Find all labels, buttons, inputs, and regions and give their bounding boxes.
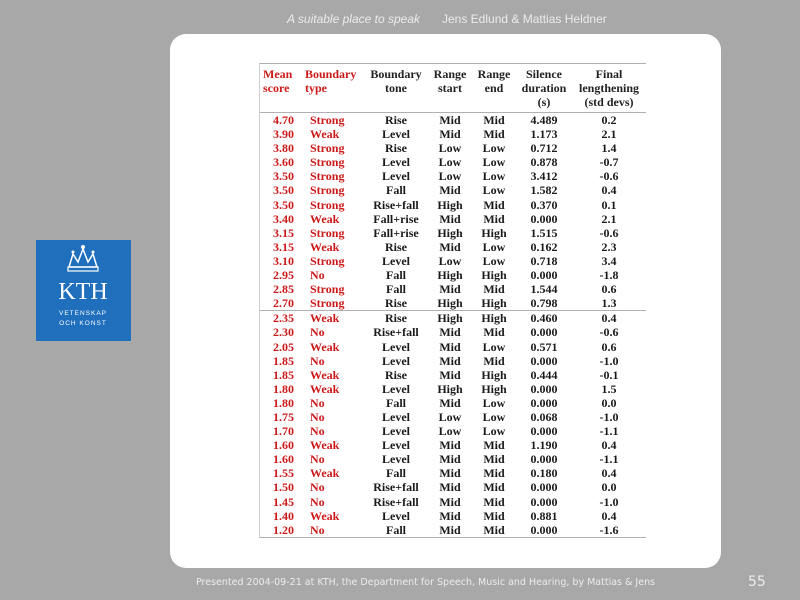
col-header-mean-score: Mean score bbox=[260, 64, 302, 113]
cell-silence-duration: 0.180 bbox=[530, 466, 558, 481]
cell-silence-duration: 0.000 bbox=[530, 424, 558, 439]
cell-mean-score: 2.35 bbox=[273, 311, 294, 326]
cell-mean-score: 2.85 bbox=[273, 282, 294, 297]
cell-final-lengthening: 0.4 bbox=[601, 183, 617, 198]
col-header-final-lengthening: Final lengthening (std devs) bbox=[572, 64, 646, 113]
table-row bbox=[260, 424, 646, 438]
cell-range-start: Mid bbox=[439, 438, 461, 453]
cell-boundary-type: No bbox=[310, 353, 325, 368]
cell-boundary-type: Weak bbox=[310, 508, 340, 523]
cell-silence-duration: 0.000 bbox=[530, 395, 558, 410]
cell-range-end: High bbox=[481, 296, 507, 311]
cell-mean-score: 1.60 bbox=[273, 438, 294, 453]
cell-boundary-tone: Level bbox=[382, 127, 410, 142]
cell-mean-score: 1.80 bbox=[273, 381, 294, 396]
cell-mean-score: 2.30 bbox=[273, 325, 294, 340]
cell-range-end: Mid bbox=[483, 466, 505, 481]
cell-silence-duration: 0.370 bbox=[530, 197, 558, 212]
cell-final-lengthening: -1.1 bbox=[599, 424, 619, 439]
cell-silence-duration: 0.460 bbox=[530, 311, 558, 326]
cell-range-start: Low bbox=[438, 155, 462, 170]
cell-final-lengthening: 3.4 bbox=[601, 253, 617, 268]
cell-boundary-type: No bbox=[310, 452, 325, 467]
table-row bbox=[260, 452, 646, 466]
cell-range-start: Low bbox=[438, 253, 462, 268]
cell-silence-duration: 0.000 bbox=[530, 522, 558, 537]
cell-mean-score: 1.85 bbox=[273, 367, 294, 382]
cell-range-start: Mid bbox=[439, 522, 461, 537]
cell-final-lengthening: -0.6 bbox=[599, 325, 619, 340]
cell-range-end: High bbox=[481, 311, 507, 326]
cell-boundary-tone: Level bbox=[382, 438, 410, 453]
col-header-silence-duration: Silence duration (s) bbox=[516, 64, 572, 113]
cell-boundary-type: Weak bbox=[310, 367, 340, 382]
cell-boundary-type: Weak bbox=[310, 239, 340, 254]
cell-boundary-type: No bbox=[310, 522, 325, 537]
cell-mean-score: 3.60 bbox=[273, 155, 294, 170]
cell-boundary-type: Strong bbox=[310, 253, 345, 268]
cell-boundary-tone: Rise bbox=[385, 141, 407, 156]
table-row bbox=[260, 354, 646, 368]
cell-silence-duration: 0.881 bbox=[530, 508, 558, 523]
table-row bbox=[260, 296, 646, 311]
table-row bbox=[260, 495, 646, 509]
cell-range-start: High bbox=[437, 225, 463, 240]
cell-final-lengthening: 0.4 bbox=[601, 466, 617, 481]
cell-mean-score: 3.50 bbox=[273, 197, 294, 212]
cell-range-start: Mid bbox=[439, 353, 461, 368]
cell-range-end: Low bbox=[482, 183, 506, 198]
cell-range-end: High bbox=[481, 268, 507, 283]
cell-boundary-type: No bbox=[310, 480, 325, 495]
cell-range-end: Mid bbox=[483, 480, 505, 495]
cell-silence-duration: 0.000 bbox=[530, 268, 558, 283]
table-row bbox=[260, 523, 646, 537]
cell-mean-score: 1.50 bbox=[273, 480, 294, 495]
cell-boundary-type: Weak bbox=[310, 381, 340, 396]
cell-range-end: Low bbox=[482, 169, 506, 184]
cell-boundary-tone: Fall bbox=[386, 183, 406, 198]
cell-boundary-tone: Level bbox=[382, 409, 410, 424]
cell-range-start: High bbox=[437, 381, 463, 396]
logo-text: KTH bbox=[58, 279, 108, 305]
cell-mean-score: 1.85 bbox=[273, 353, 294, 368]
cell-mean-score: 1.80 bbox=[273, 395, 294, 410]
results-table bbox=[259, 63, 646, 538]
table-row bbox=[260, 438, 646, 452]
cell-boundary-type: Strong bbox=[310, 296, 345, 311]
page-number: 55 bbox=[748, 574, 766, 590]
cell-boundary-type: Weak bbox=[310, 339, 340, 354]
cell-boundary-type: No bbox=[310, 325, 325, 340]
col-header-range-start: Range start bbox=[428, 64, 472, 113]
cell-final-lengthening: 0.0 bbox=[601, 395, 617, 410]
cell-silence-duration: 0.068 bbox=[530, 409, 558, 424]
cell-range-end: Mid bbox=[483, 452, 505, 467]
cell-silence-duration: 3.412 bbox=[530, 169, 558, 184]
table-row bbox=[260, 340, 646, 354]
cell-mean-score: 3.15 bbox=[273, 239, 294, 254]
cell-range-end: Low bbox=[482, 409, 506, 424]
cell-mean-score: 3.15 bbox=[273, 225, 294, 240]
cell-range-end: Low bbox=[482, 155, 506, 170]
cell-mean-score: 2.05 bbox=[273, 339, 294, 354]
cell-silence-duration: 1.582 bbox=[530, 183, 558, 198]
cell-silence-duration: 1.190 bbox=[530, 438, 558, 453]
col-header-boundary-type: Boundary type bbox=[302, 64, 364, 113]
cell-silence-duration: 1.515 bbox=[530, 225, 558, 240]
cell-mean-score: 2.95 bbox=[273, 268, 294, 283]
cell-mean-score: 1.45 bbox=[273, 494, 294, 509]
cell-silence-duration: 0.000 bbox=[530, 480, 558, 495]
cell-silence-duration: 1.544 bbox=[530, 282, 558, 297]
cell-boundary-tone: Rise+fall bbox=[373, 494, 419, 509]
cell-range-start: Mid bbox=[439, 113, 461, 127]
cell-boundary-tone: Fall bbox=[386, 522, 406, 537]
cell-range-start: Mid bbox=[439, 339, 461, 354]
cell-range-start: Mid bbox=[439, 325, 461, 340]
cell-boundary-tone: Fall+rise bbox=[373, 211, 419, 226]
logo-subtext-2: OCH KONST bbox=[59, 320, 107, 327]
table-row bbox=[260, 169, 646, 183]
cell-range-start: Mid bbox=[439, 239, 461, 254]
cell-boundary-type: Strong bbox=[310, 282, 345, 297]
cell-range-start: High bbox=[437, 268, 463, 283]
table-header-row bbox=[260, 64, 646, 113]
cell-final-lengthening: -1.0 bbox=[599, 353, 619, 368]
cell-range-end: Low bbox=[482, 424, 506, 439]
cell-mean-score: 1.60 bbox=[273, 452, 294, 467]
cell-final-lengthening: 1.4 bbox=[601, 141, 617, 156]
cell-silence-duration: 0.000 bbox=[530, 211, 558, 226]
cell-boundary-type: Strong bbox=[310, 169, 345, 184]
cell-silence-duration: 0.712 bbox=[530, 141, 558, 156]
cell-range-end: Mid bbox=[483, 522, 505, 537]
cell-range-end: Low bbox=[482, 253, 506, 268]
cell-range-start: High bbox=[437, 296, 463, 311]
cell-boundary-type: No bbox=[310, 424, 325, 439]
cell-boundary-tone: Fall bbox=[386, 395, 406, 410]
cell-final-lengthening: -0.1 bbox=[599, 367, 619, 382]
cell-range-start: Low bbox=[438, 141, 462, 156]
cell-boundary-type: Weak bbox=[310, 211, 340, 226]
cell-final-lengthening: -1.0 bbox=[599, 409, 619, 424]
cell-range-start: Mid bbox=[439, 494, 461, 509]
cell-range-end: Low bbox=[482, 395, 506, 410]
cell-final-lengthening: -0.6 bbox=[599, 225, 619, 240]
cell-boundary-tone: Rise+fall bbox=[373, 480, 419, 495]
table-row bbox=[260, 466, 646, 480]
cell-mean-score: 1.55 bbox=[273, 466, 294, 481]
cell-final-lengthening: 0.4 bbox=[601, 508, 617, 523]
table-body bbox=[260, 113, 646, 537]
col-header-boundary-tone: Boundary tone bbox=[364, 64, 428, 113]
cell-boundary-type: Strong bbox=[310, 113, 345, 127]
cell-range-end: Mid bbox=[483, 325, 505, 340]
cell-mean-score: 3.50 bbox=[273, 169, 294, 184]
cell-boundary-tone: Level bbox=[382, 353, 410, 368]
table-row bbox=[260, 382, 646, 396]
table-row bbox=[260, 396, 646, 410]
cell-silence-duration: 0.798 bbox=[530, 296, 558, 311]
cell-range-end: Low bbox=[482, 141, 506, 156]
cell-boundary-tone: Rise bbox=[385, 311, 407, 326]
table-row bbox=[260, 325, 646, 339]
cell-silence-duration: 0.718 bbox=[530, 253, 558, 268]
cell-final-lengthening: 2.1 bbox=[601, 127, 617, 142]
cell-range-start: High bbox=[437, 197, 463, 212]
cell-range-start: Low bbox=[438, 409, 462, 424]
cell-final-lengthening: 0.0 bbox=[601, 480, 617, 495]
cell-range-end: Mid bbox=[483, 197, 505, 212]
cell-mean-score: 3.40 bbox=[273, 211, 294, 226]
cell-range-end: Low bbox=[482, 239, 506, 254]
cell-final-lengthening: -1.8 bbox=[599, 268, 619, 283]
table-row bbox=[260, 509, 646, 523]
table-row bbox=[260, 198, 646, 212]
cell-range-end: Mid bbox=[483, 494, 505, 509]
cell-final-lengthening: -1.6 bbox=[599, 522, 619, 537]
cell-boundary-type: No bbox=[310, 409, 325, 424]
cell-range-end: High bbox=[481, 367, 507, 382]
cell-silence-duration: 0.444 bbox=[530, 367, 558, 382]
cell-range-end: Mid bbox=[483, 211, 505, 226]
cell-boundary-tone: Fall bbox=[386, 268, 406, 283]
cell-range-start: Mid bbox=[439, 480, 461, 495]
cell-boundary-tone: Level bbox=[382, 253, 410, 268]
table-row bbox=[260, 254, 646, 268]
cell-mean-score: 1.75 bbox=[273, 409, 294, 424]
cell-range-start: High bbox=[437, 311, 463, 326]
table-row bbox=[260, 113, 646, 128]
cell-boundary-type: No bbox=[310, 494, 325, 509]
cell-range-start: Mid bbox=[439, 211, 461, 226]
kth-logo bbox=[36, 240, 131, 341]
cell-boundary-type: Strong bbox=[310, 197, 345, 212]
cell-boundary-tone: Rise bbox=[385, 239, 407, 254]
table-row bbox=[260, 282, 646, 296]
cell-range-start: Mid bbox=[439, 127, 461, 142]
cell-range-end: Mid bbox=[483, 282, 505, 297]
cell-boundary-tone: Rise bbox=[385, 367, 407, 382]
cell-range-end: Mid bbox=[483, 353, 505, 368]
table-row bbox=[260, 410, 646, 424]
cell-boundary-type: Strong bbox=[310, 183, 345, 198]
table-row bbox=[260, 212, 646, 226]
cell-mean-score: 3.80 bbox=[273, 141, 294, 156]
cell-mean-score: 4.70 bbox=[273, 113, 294, 127]
cell-boundary-tone: Level bbox=[382, 155, 410, 170]
cell-range-end: Mid bbox=[483, 438, 505, 453]
cell-boundary-tone: Rise bbox=[385, 296, 407, 311]
cell-final-lengthening: 2.1 bbox=[601, 211, 617, 226]
presentation-title: A suitable place to speak bbox=[287, 12, 420, 26]
footer-caption: Presented 2004-09-21 at KTH, the Department for Speech, Music and Hearing, by Mattias & Jens bbox=[196, 577, 656, 588]
cell-final-lengthening: 0.1 bbox=[601, 197, 617, 212]
cell-final-lengthening: 0.2 bbox=[601, 113, 617, 127]
cell-boundary-tone: Fall+rise bbox=[373, 225, 419, 240]
cell-boundary-type: Weak bbox=[310, 466, 340, 481]
cell-range-end: High bbox=[481, 225, 507, 240]
cell-final-lengthening: 0.6 bbox=[601, 282, 617, 297]
cell-final-lengthening: -1.0 bbox=[599, 494, 619, 509]
cell-final-lengthening: -0.7 bbox=[599, 155, 619, 170]
cell-range-start: Mid bbox=[439, 466, 461, 481]
cell-silence-duration: 0.000 bbox=[530, 452, 558, 467]
cell-boundary-tone: Level bbox=[382, 452, 410, 467]
cell-silence-duration: 0.878 bbox=[530, 155, 558, 170]
cell-silence-duration: 0.571 bbox=[530, 339, 558, 354]
cell-boundary-type: Weak bbox=[310, 311, 340, 326]
cell-range-start: Mid bbox=[439, 395, 461, 410]
cell-range-end: Mid bbox=[483, 508, 505, 523]
cell-range-end: Low bbox=[482, 339, 506, 354]
cell-silence-duration: 0.000 bbox=[530, 325, 558, 340]
cell-silence-duration: 0.000 bbox=[530, 381, 558, 396]
cell-range-end: Mid bbox=[483, 127, 505, 142]
cell-boundary-type: Strong bbox=[310, 141, 345, 156]
logo-subtext-1: VETENSKAP bbox=[58, 310, 108, 317]
table-row bbox=[260, 226, 646, 240]
cell-boundary-tone: Rise bbox=[385, 113, 407, 127]
cell-boundary-type: Strong bbox=[310, 155, 345, 170]
cell-boundary-type: Strong bbox=[310, 225, 345, 240]
cell-boundary-tone: Rise+fall bbox=[373, 325, 419, 340]
cell-final-lengthening: 0.4 bbox=[601, 438, 617, 453]
cell-boundary-tone: Rise+fall bbox=[373, 197, 419, 212]
cell-boundary-tone: Fall bbox=[386, 466, 406, 481]
cell-boundary-type: Weak bbox=[310, 438, 340, 453]
cell-range-start: Low bbox=[438, 424, 462, 439]
cell-final-lengthening: 0.4 bbox=[601, 311, 617, 326]
cell-range-start: Mid bbox=[439, 367, 461, 382]
table-row bbox=[260, 240, 646, 254]
cell-boundary-tone: Level bbox=[382, 424, 410, 439]
cell-mean-score: 2.70 bbox=[273, 296, 294, 311]
table-row bbox=[260, 480, 646, 494]
cell-range-start: Mid bbox=[439, 282, 461, 297]
cell-boundary-tone: Level bbox=[382, 381, 410, 396]
table-row bbox=[260, 183, 646, 197]
cell-mean-score: 3.50 bbox=[273, 183, 294, 198]
table-row bbox=[260, 127, 646, 141]
cell-silence-duration: 0.000 bbox=[530, 353, 558, 368]
cell-mean-score: 3.10 bbox=[273, 253, 294, 268]
presentation-authors: Jens Edlund & Mattias Heldner bbox=[442, 12, 607, 26]
cell-final-lengthening: 2.3 bbox=[601, 239, 617, 254]
cell-final-lengthening: -0.6 bbox=[599, 169, 619, 184]
cell-silence-duration: 4.489 bbox=[530, 113, 558, 127]
cell-final-lengthening: 1.5 bbox=[601, 381, 617, 396]
cell-mean-score: 1.70 bbox=[273, 424, 294, 439]
table-row bbox=[260, 268, 646, 282]
col-header-range-end: Range end bbox=[472, 64, 516, 113]
table-row bbox=[260, 155, 646, 169]
cell-boundary-tone: Level bbox=[382, 339, 410, 354]
cell-range-start: Mid bbox=[439, 452, 461, 467]
cell-silence-duration: 1.173 bbox=[530, 127, 558, 142]
kth-crown-icon bbox=[36, 240, 131, 341]
cell-final-lengthening: 0.6 bbox=[601, 339, 617, 354]
cell-range-end: High bbox=[481, 381, 507, 396]
cell-range-end: Mid bbox=[483, 113, 505, 127]
cell-mean-score: 1.20 bbox=[273, 522, 294, 537]
cell-final-lengthening: 1.3 bbox=[601, 296, 617, 311]
cell-boundary-type: Weak bbox=[310, 127, 340, 142]
table-row bbox=[260, 368, 646, 382]
cell-silence-duration: 0.162 bbox=[530, 239, 558, 254]
cell-boundary-tone: Fall bbox=[386, 282, 406, 297]
cell-mean-score: 3.90 bbox=[273, 127, 294, 142]
table-row bbox=[260, 311, 646, 326]
cell-boundary-type: No bbox=[310, 395, 325, 410]
cell-mean-score: 1.40 bbox=[273, 508, 294, 523]
cell-boundary-tone: Level bbox=[382, 508, 410, 523]
cell-range-start: Mid bbox=[439, 183, 461, 198]
cell-silence-duration: 0.000 bbox=[530, 494, 558, 509]
cell-range-start: Mid bbox=[439, 508, 461, 523]
cell-final-lengthening: -1.1 bbox=[599, 452, 619, 467]
table-row bbox=[260, 141, 646, 155]
cell-boundary-type: No bbox=[310, 268, 325, 283]
cell-boundary-tone: Level bbox=[382, 169, 410, 184]
cell-range-start: Low bbox=[438, 169, 462, 184]
